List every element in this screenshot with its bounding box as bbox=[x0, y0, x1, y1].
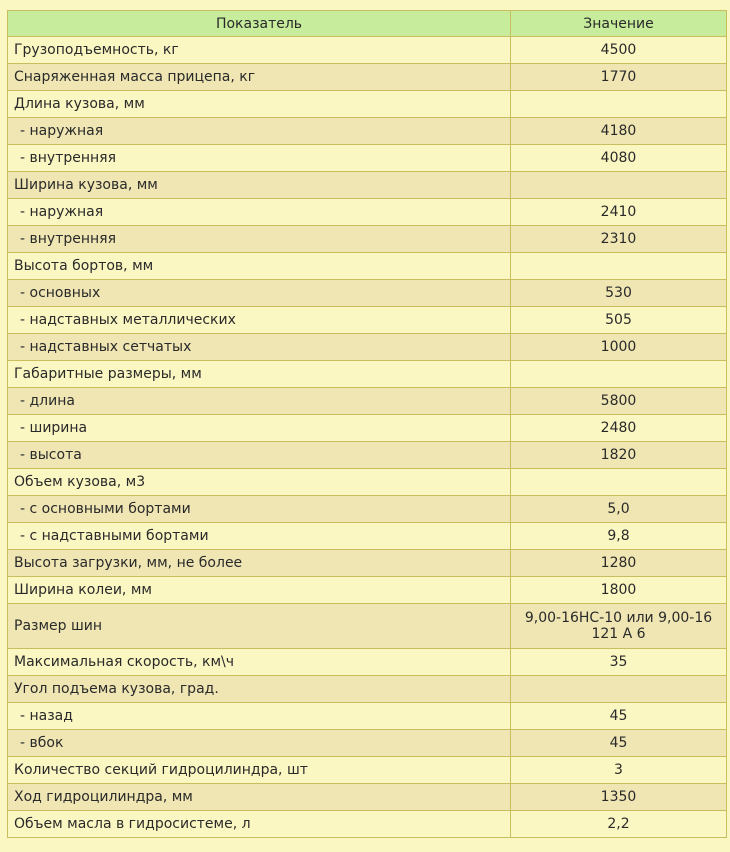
row-label: - назад bbox=[8, 703, 511, 730]
row-label: - вбок bbox=[8, 730, 511, 757]
row-value: 5800 bbox=[511, 388, 727, 415]
row-label: Размер шин bbox=[8, 604, 511, 649]
table-row bbox=[8, 577, 727, 604]
specs-table bbox=[7, 10, 727, 838]
row-label: Длина кузова, мм bbox=[8, 91, 511, 118]
row-label: Объем масла в гидросистеме, л bbox=[8, 811, 511, 838]
row-value bbox=[511, 676, 727, 703]
table-row bbox=[8, 703, 727, 730]
row-value: 45 bbox=[511, 730, 727, 757]
row-value: 530 bbox=[511, 280, 727, 307]
table-row bbox=[8, 91, 727, 118]
row-value bbox=[511, 172, 727, 199]
table-row bbox=[8, 145, 727, 172]
row-value: 1350 bbox=[511, 784, 727, 811]
row-label: Ширина колеи, мм bbox=[8, 577, 511, 604]
row-value: 1770 bbox=[511, 64, 727, 91]
table-row bbox=[8, 811, 727, 838]
specs-table-container bbox=[7, 10, 726, 838]
table-row bbox=[8, 523, 727, 550]
row-label: - основных bbox=[8, 280, 511, 307]
table-row bbox=[8, 253, 727, 280]
row-value: 1280 bbox=[511, 550, 727, 577]
row-label: - с надставными бортами bbox=[8, 523, 511, 550]
table-row bbox=[8, 469, 727, 496]
row-label: - ширина bbox=[8, 415, 511, 442]
header-param: Показатель bbox=[8, 11, 511, 37]
row-value: 4180 bbox=[511, 118, 727, 145]
row-label: - с основными бортами bbox=[8, 496, 511, 523]
table-row bbox=[8, 226, 727, 253]
table-row bbox=[8, 676, 727, 703]
row-value: 9,00-16НС-10 или 9,00-16 121 А 6 bbox=[511, 604, 727, 649]
row-value: 3 bbox=[511, 757, 727, 784]
row-value: 2310 bbox=[511, 226, 727, 253]
row-label: Ширина кузова, мм bbox=[8, 172, 511, 199]
table-row bbox=[8, 307, 727, 334]
row-label: Высота бортов, мм bbox=[8, 253, 511, 280]
row-label: Снаряженная масса прицепа, кг bbox=[8, 64, 511, 91]
row-value: 2480 bbox=[511, 415, 727, 442]
table-row bbox=[8, 442, 727, 469]
table-row bbox=[8, 496, 727, 523]
row-value: 1000 bbox=[511, 334, 727, 361]
row-value: 4080 bbox=[511, 145, 727, 172]
row-value bbox=[511, 91, 727, 118]
table-row bbox=[8, 415, 727, 442]
table-row bbox=[8, 784, 727, 811]
row-value: 505 bbox=[511, 307, 727, 334]
row-label: - наружная bbox=[8, 199, 511, 226]
row-value: 5,0 bbox=[511, 496, 727, 523]
row-value: 2410 bbox=[511, 199, 727, 226]
row-label: - внутренняя bbox=[8, 226, 511, 253]
table-row bbox=[8, 172, 727, 199]
table-row bbox=[8, 37, 727, 64]
row-label: Количество секций гидроцилиндра, шт bbox=[8, 757, 511, 784]
table-row bbox=[8, 604, 727, 649]
row-value bbox=[511, 469, 727, 496]
table-row bbox=[8, 550, 727, 577]
table-row bbox=[8, 388, 727, 415]
row-label: Ход гидроцилиндра, мм bbox=[8, 784, 511, 811]
row-label: Максимальная скорость, км\ч bbox=[8, 649, 511, 676]
table-header-row bbox=[8, 11, 727, 37]
table-row bbox=[8, 730, 727, 757]
row-label: Объем кузова, м3 bbox=[8, 469, 511, 496]
row-label: - надставных сетчатых bbox=[8, 334, 511, 361]
table-row bbox=[8, 199, 727, 226]
row-value bbox=[511, 361, 727, 388]
row-value: 9,8 bbox=[511, 523, 727, 550]
row-value: 1800 bbox=[511, 577, 727, 604]
table-row bbox=[8, 649, 727, 676]
row-label: - внутренняя bbox=[8, 145, 511, 172]
row-label: - наружная bbox=[8, 118, 511, 145]
row-label: - длина bbox=[8, 388, 511, 415]
row-label: Габаритные размеры, мм bbox=[8, 361, 511, 388]
row-value: 45 bbox=[511, 703, 727, 730]
row-value: 4500 bbox=[511, 37, 727, 64]
row-label: Грузоподъемность, кг bbox=[8, 37, 511, 64]
table-row bbox=[8, 757, 727, 784]
header-value: Значение bbox=[511, 11, 727, 37]
row-label: - высота bbox=[8, 442, 511, 469]
row-label: Угол подъема кузова, град. bbox=[8, 676, 511, 703]
row-label: - надставных металлических bbox=[8, 307, 511, 334]
row-value: 35 bbox=[511, 649, 727, 676]
table-row bbox=[8, 361, 727, 388]
table-row bbox=[8, 334, 727, 361]
row-value: 1820 bbox=[511, 442, 727, 469]
table-row bbox=[8, 118, 727, 145]
row-value bbox=[511, 253, 727, 280]
row-value: 2,2 bbox=[511, 811, 727, 838]
table-row bbox=[8, 280, 727, 307]
table-row bbox=[8, 64, 727, 91]
row-label: Высота загрузки, мм, не более bbox=[8, 550, 511, 577]
